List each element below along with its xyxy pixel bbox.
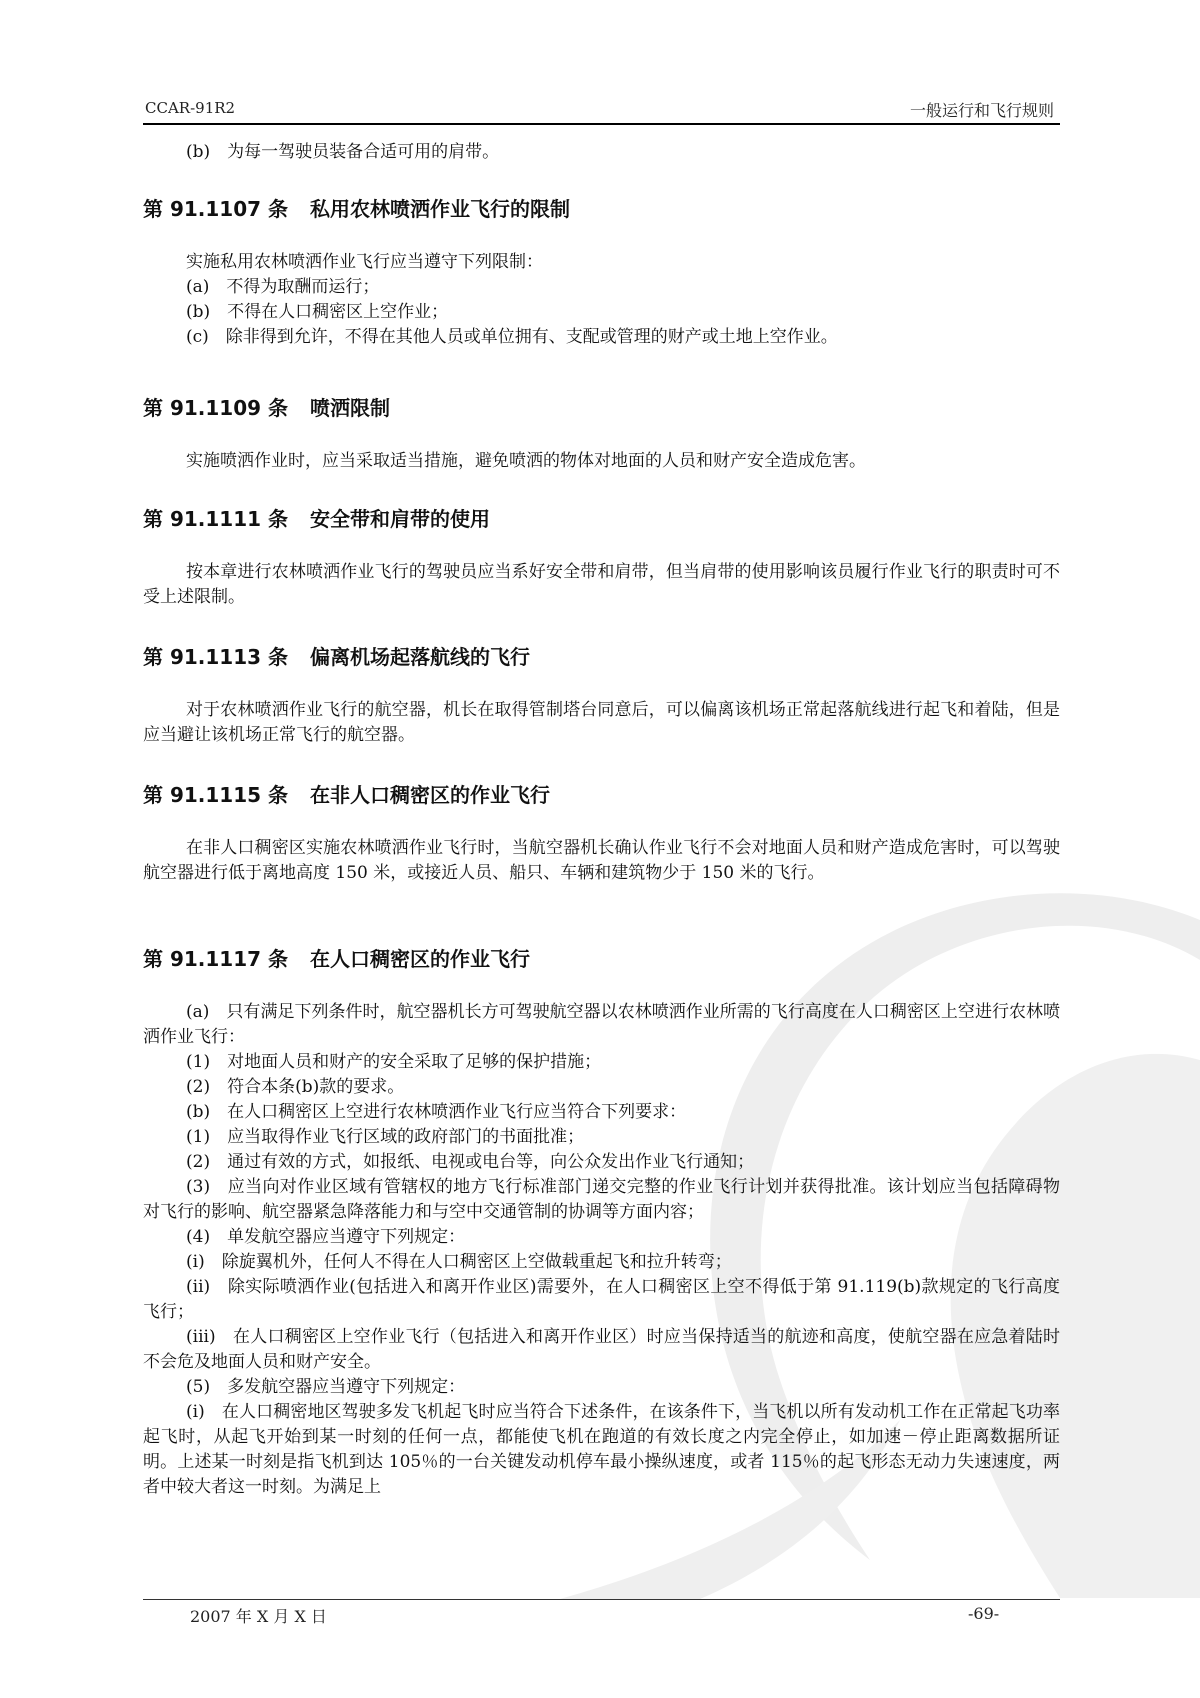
section-heading	[143, 946, 1060, 972]
section-number: 第 91.1109 条	[143, 396, 289, 420]
list-item: (b) 不得在人口稠密区上空作业；	[186, 302, 449, 322]
paragraph: 实施喷洒作业时，应当采取适当措施，避免喷洒的物体对地面的人员和财产安全造成危害。	[186, 451, 866, 471]
intro-item: (b) 为每一驾驶员装备合适可用的肩带。	[186, 142, 500, 162]
paragraph: 实施私用农林喷洒作业飞行应当遵守下列限制：	[186, 252, 543, 272]
section-title: 私用农林喷洒作业飞行的限制	[310, 197, 571, 221]
list-item: (2) 符合本条(b)款的要求。	[186, 1077, 405, 1097]
list-item: (b) 在人口稠密区上空进行农林喷洒作业飞行应当符合下列要求：	[186, 1102, 687, 1122]
footer-date: 2007 年 X 月 X 日	[190, 1607, 327, 1626]
footer-page-number: -69-	[968, 1604, 1000, 1623]
list-item: (a) 不得为取酬而运行；	[186, 277, 380, 297]
list-item: (1) 应当取得作业飞行区域的政府部门的书面批准；	[186, 1127, 585, 1147]
section-title: 偏离机场起落航线的飞行	[310, 645, 531, 669]
list-item: (4) 单发航空器应当遵守下列规定：	[186, 1227, 466, 1247]
section-number: 第 91.1115 条	[143, 783, 289, 807]
section-title: 喷洒限制	[310, 396, 391, 420]
list-item: (i) 除旋翼机外，任何人不得在人口稠密区上空做载重起飞和拉升转弯；	[186, 1252, 732, 1272]
section-heading	[143, 506, 1060, 532]
section-91-1117	[143, 946, 1060, 1500]
section-91-1115	[143, 782, 1060, 886]
section-91-1109	[143, 395, 1060, 474]
list-item: (c) 除非得到允许，不得在其他人员或单位拥有、支配或管理的财产或土地上空作业。	[186, 327, 838, 347]
header-doc-title: 一般运行和飞行规则	[909, 101, 1054, 120]
section-title: 在人口稠密区的作业飞行	[310, 947, 531, 971]
footer-rule	[143, 1599, 1060, 1600]
section-91-1111	[143, 506, 1060, 610]
section-heading	[143, 782, 1060, 808]
list-item: (1) 对地面人员和财产的安全采取了足够的保护措施；	[186, 1052, 602, 1072]
page-header	[143, 97, 1060, 125]
section-number: 第 91.1113 条	[143, 645, 289, 669]
section-title: 安全带和肩带的使用	[310, 507, 491, 531]
section-number: 第 91.1107 条	[143, 197, 289, 221]
section-heading	[143, 644, 1060, 670]
paragraph: (a) 只有满足下列条件时，航空器机长方可驾驶航空器以农林喷洒作业所需的飞行高度在人口稠密区上空进行农林喷洒作业飞行：	[143, 1002, 1060, 1047]
paragraph: (ii) 除实际喷洒作业(包括进入和离开作业区)需要外，在人口稠密区上空不得低于第 91.119(b)款规定的飞行高度飞行；	[143, 1277, 1060, 1322]
section-91-1113	[143, 644, 1060, 748]
section-heading	[143, 395, 1060, 421]
paragraph: (i) 在人口稠密地区驾驶多发飞机起飞时应当符合下述条件，在该条件下，当飞机以所有发动机工作在正常起飞功率起飞时，从起飞开始到某一时刻的任何一点，都能使飞机在跑道的有效长度之内完全停止，如加速－停止距离数据所证明。上述某一时刻是指飞机到达 105％的一台关键发动机停车最小操纵速度，或者 115％的起飞形态无动力失速速度，两者中较大者这一时刻。为满足上	[143, 1402, 1060, 1497]
section-number: 第 91.1111 条	[143, 507, 289, 531]
paragraph: 按本章进行农林喷洒作业飞行的驾驶员应当系好安全带和肩带，但当肩带的使用影响该员履行作业飞行的职责时可不受上述限制。	[143, 562, 1060, 607]
section-number: 第 91.1117 条	[143, 947, 289, 971]
intro-block	[143, 140, 1060, 165]
header-doc-code: CCAR-91R2	[145, 99, 236, 117]
list-item: (5) 多发航空器应当遵守下列规定：	[186, 1377, 466, 1397]
paragraph: (iii) 在人口稠密区上空作业飞行（包括进入和离开作业区）时应当保持适当的航迹和高度，使航空器在应急着陆时不会危及地面人员和财产安全。	[143, 1327, 1060, 1372]
paragraph: 对于农林喷洒作业飞行的航空器，机长在取得管制塔台同意后，可以偏离该机场正常起落航线进行起飞和着陆，但是应当避让该机场正常飞行的航空器。	[143, 700, 1060, 745]
paragraph: 在非人口稠密区实施农林喷洒作业飞行时，当航空器机长确认作业飞行不会对地面人员和财产造成危害时，可以驾驶航空器进行低于离地高度 150 米，或接近人员、船只、车辆和建筑物少于 150 米的飞行。	[143, 838, 1060, 883]
section-title: 在非人口稠密区的作业飞行	[310, 783, 551, 807]
section-heading	[143, 196, 1060, 222]
paragraph: (3) 应当向对作业区域有管辖权的地方飞行标准部门递交完整的作业飞行计划并获得批准。该计划应当包括障碍物对飞行的影响、航空器紧急降落能力和与空中交通管制的协调等方面内容；	[143, 1177, 1060, 1222]
list-item: (2) 通过有效的方式，如报纸、电视或电台等，向公众发出作业飞行通知；	[186, 1152, 755, 1172]
section-91-1107	[143, 196, 1060, 350]
